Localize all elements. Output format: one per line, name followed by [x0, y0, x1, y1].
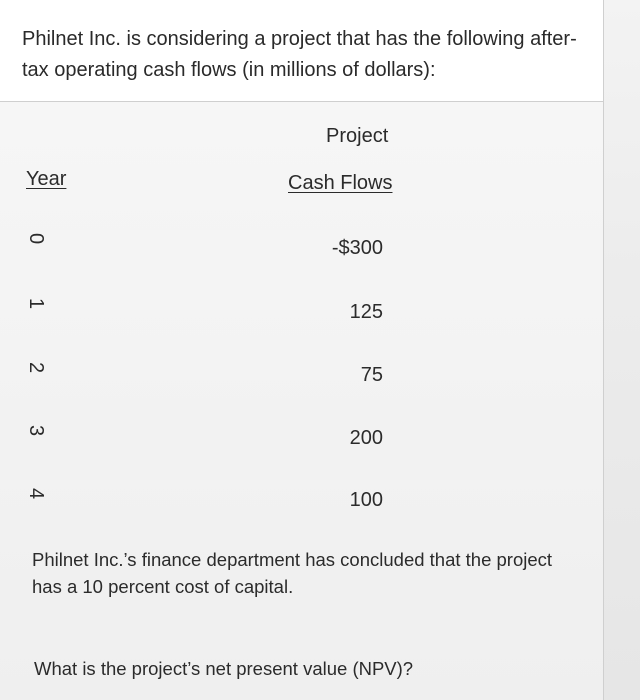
cash-flow-cell: -$300	[331, 237, 383, 259]
header-project: Project	[326, 125, 389, 147]
cash-flow-cell: 200	[349, 427, 383, 449]
cash-flow-cell: 100	[349, 489, 383, 511]
header-year: Year	[26, 168, 67, 190]
year-cell: 0	[25, 233, 47, 245]
npv-question: What is the project’s net present value (NPV)?	[34, 658, 414, 679]
year-cell: 4	[25, 488, 47, 500]
header-cash-flows: Cash Flows	[288, 172, 393, 194]
intro-text: Philnet Inc. is considering a project that has the following after-tax operating cash flows (in millions of dollars):	[22, 28, 577, 81]
intro-box	[0, 0, 604, 102]
cash-flow-cell: 125	[349, 301, 383, 323]
year-cell: 3	[25, 425, 47, 437]
cost-of-capital-paragraph: Philnet Inc.’s finance department has concluded that the project has a 10 percent cost of capital.	[32, 549, 553, 597]
year-cell: 2	[25, 362, 47, 374]
cash-flow-cell: 75	[360, 364, 383, 386]
year-cell: 1	[25, 298, 47, 310]
